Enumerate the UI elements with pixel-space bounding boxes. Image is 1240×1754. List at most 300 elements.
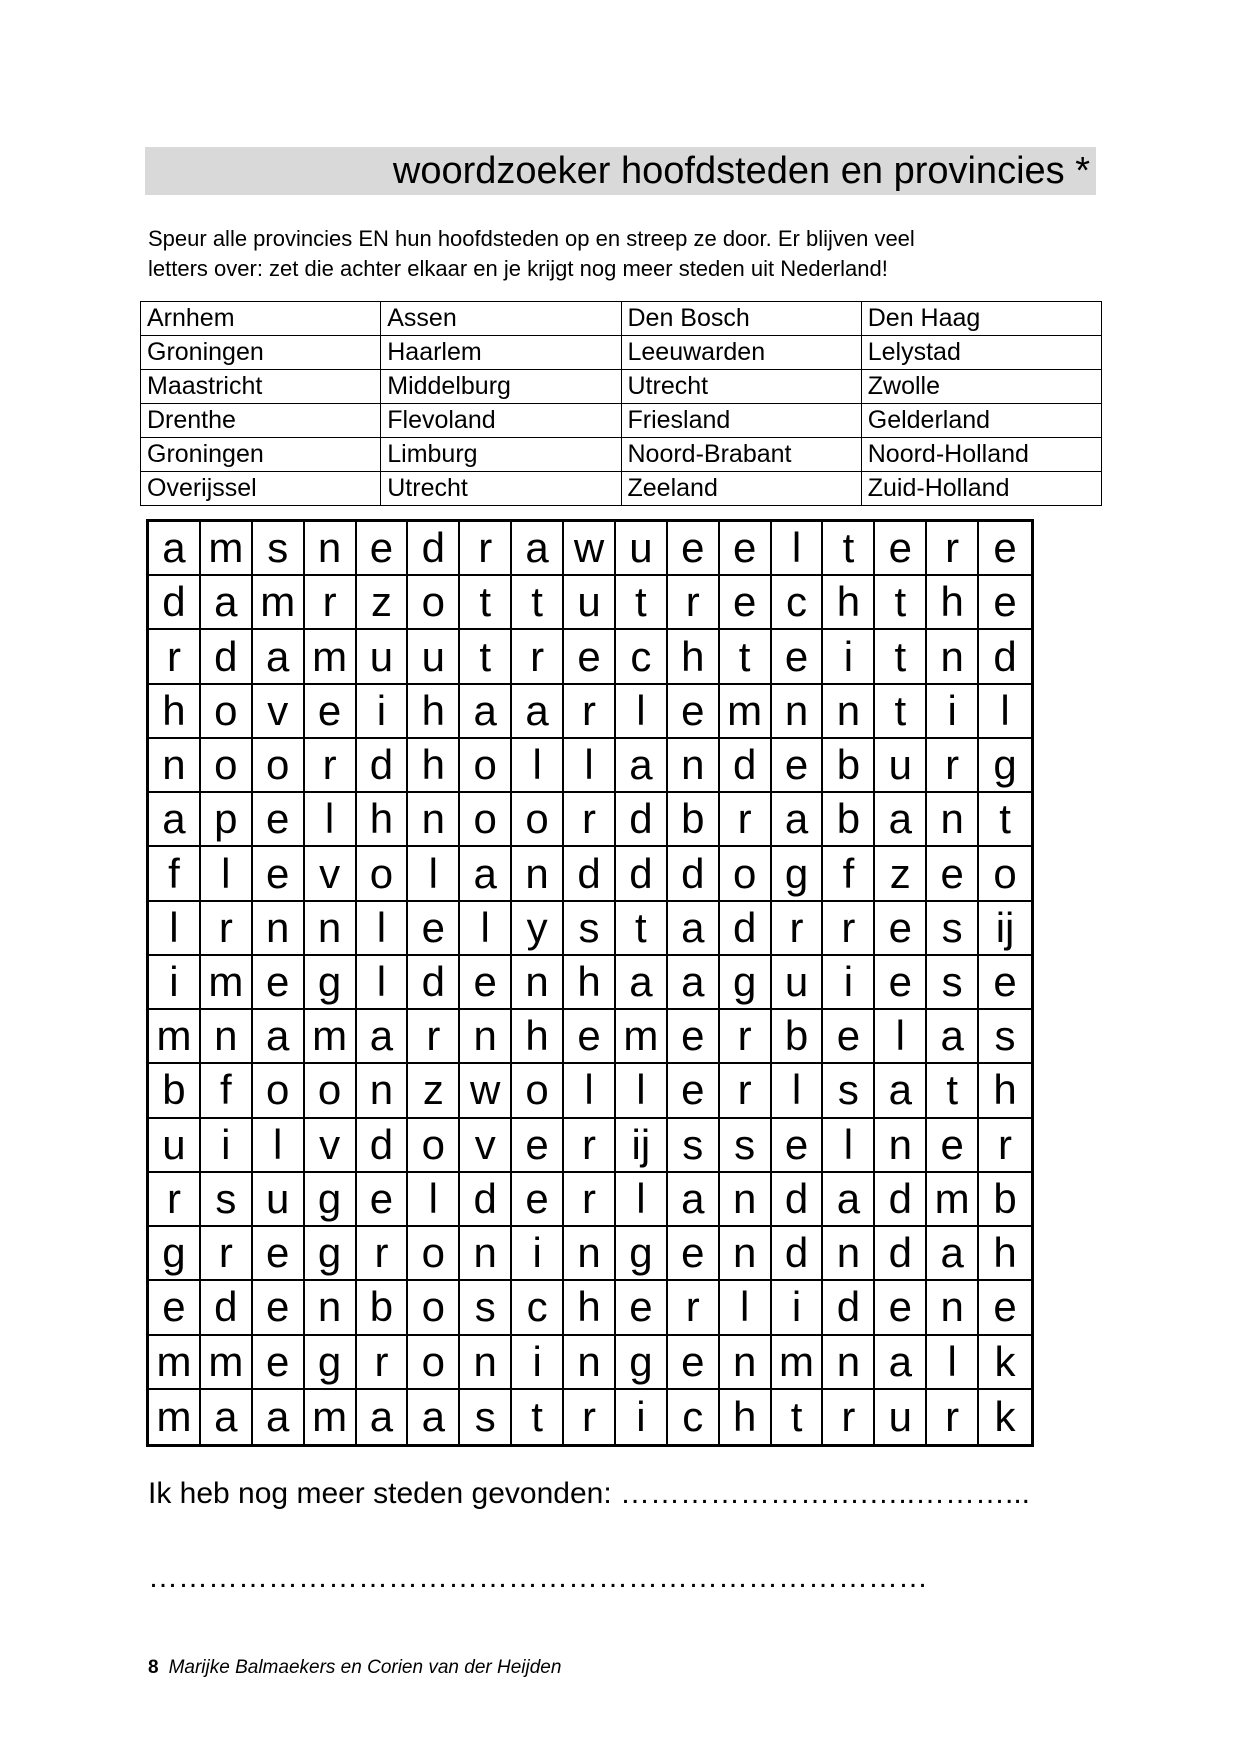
grid-letter-cell: u xyxy=(253,1173,305,1227)
grid-letter-cell: s xyxy=(253,522,305,576)
grid-letter-cell: r xyxy=(823,902,875,956)
grid-letter-cell: b xyxy=(823,739,875,793)
grid-letter-cell: r xyxy=(201,1227,253,1281)
grid-letter-cell: e xyxy=(772,739,824,793)
grid-letter-cell: d xyxy=(564,847,616,901)
grid-letter-cell: d xyxy=(772,1173,824,1227)
grid-letter-cell: l xyxy=(460,902,512,956)
grid-letter-cell: s xyxy=(927,902,979,956)
grid-letter-cell: l xyxy=(823,1119,875,1173)
grid-letter-cell: n xyxy=(408,793,460,847)
grid-letter-cell: l xyxy=(408,1173,460,1227)
grid-letter-cell: n xyxy=(253,902,305,956)
letter-grid xyxy=(146,519,1034,1447)
grid-letter-cell: e xyxy=(253,956,305,1010)
grid-letter-cell: f xyxy=(201,1064,253,1118)
grid-letter-cell: b xyxy=(823,793,875,847)
grid-letter-cell: t xyxy=(460,576,512,630)
grid-letter-cell: b xyxy=(772,1010,824,1064)
grid-letter-cell: o xyxy=(305,1064,357,1118)
grid-letter-cell: l xyxy=(616,1173,668,1227)
grid-letter-cell: d xyxy=(668,847,720,901)
grid-letter-cell: a xyxy=(149,793,201,847)
grid-letter-cell: n xyxy=(720,1227,772,1281)
grid-letter-cell: a xyxy=(253,1010,305,1064)
grid-letter-cell: a xyxy=(616,956,668,1010)
grid-letter-cell: a xyxy=(772,793,824,847)
grid-letter-cell: d xyxy=(616,847,668,901)
grid-letter-cell: u xyxy=(875,739,927,793)
grid-letter-cell: s xyxy=(564,902,616,956)
grid-letter-cell: d xyxy=(616,793,668,847)
grid-letter-cell: n xyxy=(720,1173,772,1227)
grid-letter-cell: t xyxy=(616,902,668,956)
grid-letter-cell: e xyxy=(564,630,616,684)
word-table-cell: Zeeland xyxy=(621,472,861,506)
grid-letter-cell: u xyxy=(149,1119,201,1173)
word-table-row xyxy=(141,336,1102,370)
grid-letter-cell: r xyxy=(979,1119,1031,1173)
grid-letter-cell: l xyxy=(149,902,201,956)
grid-letter-cell: n xyxy=(460,1010,512,1064)
grid-letter-cell: h xyxy=(668,630,720,684)
grid-letter-cell: a xyxy=(460,685,512,739)
instructions xyxy=(148,224,1108,284)
grid-letter-cell: g xyxy=(720,956,772,1010)
grid-letter-cell: r xyxy=(512,630,564,684)
grid-letter-cell: n xyxy=(149,739,201,793)
grid-letter-cell: t xyxy=(823,522,875,576)
grid-letter-cell: e xyxy=(253,1336,305,1390)
grid-letter-cell: e xyxy=(875,1281,927,1335)
word-table-cell: Maastricht xyxy=(141,370,381,404)
grid-letter-cell: t xyxy=(512,1390,564,1444)
grid-letter-cell: c xyxy=(772,576,824,630)
grid-letter-cell: ij xyxy=(616,1119,668,1173)
grid-letter-cell: r xyxy=(927,1390,979,1444)
grid-letter-cell: l xyxy=(979,685,1031,739)
grid-letter-cell: r xyxy=(564,1119,616,1173)
grid-letter-cell: a xyxy=(512,685,564,739)
word-table-cell: Middelburg xyxy=(381,370,621,404)
grid-letter-cell: r xyxy=(927,739,979,793)
grid-letter-cell: i xyxy=(512,1336,564,1390)
grid-letter-cell: u xyxy=(357,630,409,684)
grid-letter-cell: o xyxy=(720,847,772,901)
word-table-row xyxy=(141,404,1102,438)
grid-letter-cell: e xyxy=(668,1010,720,1064)
word-table-cell: Noord-Brabant xyxy=(621,438,861,472)
grid-letter-cell: e xyxy=(772,630,824,684)
grid-letter-cell: t xyxy=(927,1064,979,1118)
grid-letter-cell: m xyxy=(927,1173,979,1227)
grid-letter-cell: u xyxy=(616,522,668,576)
word-table-cell: Overijssel xyxy=(141,472,381,506)
grid-letter-cell: n xyxy=(305,902,357,956)
grid-letter-cell: o xyxy=(460,793,512,847)
grid-letter-cell: n xyxy=(668,739,720,793)
grid-letter-cell: n xyxy=(305,522,357,576)
word-table-cell: Arnhem xyxy=(141,302,381,336)
grid-letter-cell: i xyxy=(616,1390,668,1444)
grid-letter-cell: e xyxy=(875,956,927,1010)
grid-letter-cell: r xyxy=(720,1064,772,1118)
grid-letter-cell: e xyxy=(512,1173,564,1227)
grid-letter-cell: h xyxy=(408,685,460,739)
grid-letter-cell: o xyxy=(512,1064,564,1118)
grid-letter-cell: o xyxy=(408,1336,460,1390)
grid-letter-cell: n xyxy=(512,847,564,901)
grid-letter-cell: v xyxy=(253,685,305,739)
grid-letter-cell: n xyxy=(927,1281,979,1335)
grid-letter-cell: i xyxy=(823,630,875,684)
grid-letter-cell: e xyxy=(616,1281,668,1335)
grid-letter-cell: r xyxy=(305,739,357,793)
word-table-cell: Assen xyxy=(381,302,621,336)
grid-letter-cell: e xyxy=(357,1173,409,1227)
word-table-cell: Limburg xyxy=(381,438,621,472)
grid-letter-cell: v xyxy=(460,1119,512,1173)
grid-letter-cell: v xyxy=(305,1119,357,1173)
grid-letter-cell: e xyxy=(979,1281,1031,1335)
grid-letter-cell: o xyxy=(253,1064,305,1118)
grid-letter-cell: e xyxy=(668,1064,720,1118)
grid-letter-cell: l xyxy=(201,847,253,901)
grid-letter-cell: m xyxy=(201,522,253,576)
grid-letter-cell: a xyxy=(927,1227,979,1281)
grid-letter-cell: n xyxy=(201,1010,253,1064)
word-table-cell: Groningen xyxy=(141,336,381,370)
grid-letter-cell: n xyxy=(823,685,875,739)
grid-letter-cell: r xyxy=(357,1227,409,1281)
word-table-row xyxy=(141,438,1102,472)
grid-letter-cell: z xyxy=(408,1064,460,1118)
grid-letter-cell: e xyxy=(253,793,305,847)
grid-letter-cell: n xyxy=(460,1227,512,1281)
grid-letter-cell: h xyxy=(720,1390,772,1444)
grid-letter-cell: m xyxy=(616,1010,668,1064)
grid-letter-cell: l xyxy=(875,1010,927,1064)
grid-letter-cell: a xyxy=(512,522,564,576)
grid-letter-cell: m xyxy=(772,1336,824,1390)
grid-letter-cell: r xyxy=(408,1010,460,1064)
grid-letter-cell: u xyxy=(564,576,616,630)
grid-letter-cell: s xyxy=(460,1390,512,1444)
grid-letter-cell: m xyxy=(149,1010,201,1064)
grid-letter-cell: s xyxy=(979,1010,1031,1064)
grid-letter-cell: n xyxy=(823,1227,875,1281)
grid-letter-cell: s xyxy=(201,1173,253,1227)
grid-letter-cell: f xyxy=(823,847,875,901)
grid-letter-cell: n xyxy=(564,1336,616,1390)
grid-letter-cell: d xyxy=(149,576,201,630)
grid-letter-cell: l xyxy=(253,1119,305,1173)
grid-letter-cell: o xyxy=(201,739,253,793)
grid-letter-cell: n xyxy=(927,793,979,847)
grid-letter-cell: y xyxy=(512,902,564,956)
grid-letter-cell: e xyxy=(460,956,512,1010)
grid-letter-cell: e xyxy=(357,522,409,576)
grid-letter-cell: c xyxy=(668,1390,720,1444)
grid-letter-cell: o xyxy=(408,1227,460,1281)
grid-letter-cell: m xyxy=(201,1336,253,1390)
grid-letter-cell: o xyxy=(357,847,409,901)
grid-letter-cell: e xyxy=(564,1010,616,1064)
grid-letter-cell: m xyxy=(201,956,253,1010)
grid-letter-cell: s xyxy=(720,1119,772,1173)
grid-letter-cell: g xyxy=(616,1336,668,1390)
grid-letter-cell: g xyxy=(772,847,824,901)
grid-letter-cell: z xyxy=(357,576,409,630)
grid-letter-cell: r xyxy=(823,1390,875,1444)
word-table-cell: Den Haag xyxy=(861,302,1101,336)
grid-letter-cell: m xyxy=(720,685,772,739)
grid-letter-cell: e xyxy=(253,1227,305,1281)
grid-letter-cell: d xyxy=(408,522,460,576)
grid-letter-cell: i xyxy=(149,956,201,1010)
grid-letter-cell: e xyxy=(512,1119,564,1173)
word-table-cell: Utrecht xyxy=(381,472,621,506)
grid-letter-cell: a xyxy=(875,1336,927,1390)
grid-letter-cell: w xyxy=(460,1064,512,1118)
grid-letter-cell: a xyxy=(253,1390,305,1444)
page-number: 8 xyxy=(148,1657,159,1678)
grid-letter-cell: b xyxy=(979,1173,1031,1227)
grid-letter-cell: e xyxy=(979,522,1031,576)
grid-letter-cell: r xyxy=(668,1281,720,1335)
grid-letter-cell: i xyxy=(512,1227,564,1281)
grid-letter-cell: n xyxy=(460,1336,512,1390)
grid-letter-cell: g xyxy=(305,1227,357,1281)
word-table-cell: Leeuwarden xyxy=(621,336,861,370)
grid-letter-cell: e xyxy=(668,1227,720,1281)
grid-letter-cell: n xyxy=(823,1336,875,1390)
grid-letter-cell: e xyxy=(979,956,1031,1010)
grid-letter-cell: i xyxy=(772,1281,824,1335)
grid-letter-cell: a xyxy=(668,902,720,956)
grid-letter-cell: l xyxy=(927,1336,979,1390)
grid-letter-cell: d xyxy=(201,630,253,684)
word-table-row xyxy=(141,302,1102,336)
grid-letter-cell: h xyxy=(149,685,201,739)
grid-letter-cell: t xyxy=(772,1390,824,1444)
grid-letter-cell: l xyxy=(408,847,460,901)
grid-letter-cell: r xyxy=(201,902,253,956)
grid-letter-cell: l xyxy=(616,685,668,739)
grid-letter-cell: d xyxy=(772,1227,824,1281)
grid-letter-cell: l xyxy=(772,522,824,576)
grid-letter-cell: i xyxy=(201,1119,253,1173)
grid-letter-cell: t xyxy=(979,793,1031,847)
grid-letter-cell: h xyxy=(927,576,979,630)
grid-letter-cell: r xyxy=(564,793,616,847)
footer-authors: Marijke Balmaekers en Corien van der Heijden xyxy=(168,1657,562,1678)
grid-letter-cell: u xyxy=(772,956,824,1010)
word-table-cell: Haarlem xyxy=(381,336,621,370)
grid-letter-cell: d xyxy=(823,1281,875,1335)
word-table-cell: Zuid-Holland xyxy=(861,472,1101,506)
word-table-cell: Zwolle xyxy=(861,370,1101,404)
grid-letter-cell: d xyxy=(460,1173,512,1227)
word-table-cell: Drenthe xyxy=(141,404,381,438)
grid-letter-cell: d xyxy=(357,739,409,793)
word-table-cell: Gelderland xyxy=(861,404,1101,438)
instructions-line-1: Speur alle provincies EN hun hoofdsteden op en streep ze door. Er blijven veel xyxy=(148,226,915,251)
grid-letter-cell: a xyxy=(408,1390,460,1444)
grid-letter-cell: r xyxy=(564,1390,616,1444)
grid-letter-cell: e xyxy=(772,1119,824,1173)
grid-letter-cell: p xyxy=(201,793,253,847)
grid-letter-cell: o xyxy=(460,739,512,793)
grid-letter-cell: d xyxy=(875,1227,927,1281)
grid-letter-cell: m xyxy=(149,1390,201,1444)
grid-letter-cell: t xyxy=(875,576,927,630)
grid-letter-cell: e xyxy=(823,1010,875,1064)
grid-letter-cell: e xyxy=(875,522,927,576)
grid-letter-cell: h xyxy=(357,793,409,847)
grid-letter-cell: e xyxy=(927,847,979,901)
grid-letter-cell: e xyxy=(668,1336,720,1390)
grid-letter-cell: r xyxy=(564,685,616,739)
grid-letter-cell: a xyxy=(875,1064,927,1118)
grid-letter-cell: e xyxy=(979,576,1031,630)
grid-letter-cell: r xyxy=(720,793,772,847)
grid-letter-cell: h xyxy=(564,956,616,1010)
grid-letter-cell: e xyxy=(927,1119,979,1173)
grid-letter-cell: n xyxy=(564,1227,616,1281)
grid-letter-cell: s xyxy=(668,1119,720,1173)
grid-letter-cell: l xyxy=(512,739,564,793)
grid-letter-cell: u xyxy=(408,630,460,684)
grid-letter-cell: g xyxy=(979,739,1031,793)
grid-letter-cell: k xyxy=(994,1392,1016,1440)
grid-letter-cell: a xyxy=(201,576,253,630)
grid-letter-cell: n xyxy=(875,1119,927,1173)
grid-letter-cell: e xyxy=(253,847,305,901)
grid-letter-cell: a xyxy=(149,522,201,576)
grid-letter-cell: b xyxy=(149,1064,201,1118)
grid-letter-cell: i xyxy=(357,685,409,739)
grid-letter-cell: c xyxy=(616,630,668,684)
grid-letter-cell: r xyxy=(668,576,720,630)
grid-letter-cell: e xyxy=(408,902,460,956)
word-table-cell: Friesland xyxy=(621,404,861,438)
grid-letter-cell: r xyxy=(305,576,357,630)
grid-letter-cell: m xyxy=(305,1390,357,1444)
grid-letter-cell: m xyxy=(305,630,357,684)
grid-letter-cell: b xyxy=(357,1281,409,1335)
grid-letter-cell: c xyxy=(512,1281,564,1335)
grid-letter-cell: o xyxy=(512,793,564,847)
grid-letter-cell: r xyxy=(564,1173,616,1227)
grid-letter-cell: e xyxy=(720,522,772,576)
grid-letter-cell: t xyxy=(616,576,668,630)
word-table-cell: Noord-Holland xyxy=(861,438,1101,472)
page-title: woordzoeker hoofdsteden en provincies * xyxy=(145,147,1096,195)
instructions-line-2: letters over: zet die achter elkaar en je krijgt nog meer steden uit Nederland! xyxy=(148,256,888,281)
grid-letter-cell: d xyxy=(720,739,772,793)
grid-letter-cell: e xyxy=(149,1281,201,1335)
grid-letter-cell: r xyxy=(357,1336,409,1390)
grid-letter-cell: o xyxy=(408,576,460,630)
grid-letter-cell: w xyxy=(564,522,616,576)
grid-letter-cell: h xyxy=(979,1064,1031,1118)
grid-letter-cell: e xyxy=(253,1281,305,1335)
grid-letter-cell: g xyxy=(149,1227,201,1281)
grid-letter-cell: h xyxy=(408,739,460,793)
grid-letter-cell: s xyxy=(823,1064,875,1118)
grid-letter-cell: h xyxy=(564,1281,616,1335)
grid-letter-cell: n xyxy=(927,630,979,684)
grid-letter-cell: r xyxy=(772,902,824,956)
grid-letter-cell: o xyxy=(201,685,253,739)
grid-letter-cell: a xyxy=(875,793,927,847)
grid-letter-cell: l xyxy=(357,956,409,1010)
grid-letter-cell: t xyxy=(875,685,927,739)
word-list-table xyxy=(140,301,1102,506)
grid-letter-cell: a xyxy=(668,956,720,1010)
grid-letter-cell: n xyxy=(720,1336,772,1390)
grid-letter-cell: d xyxy=(875,1173,927,1227)
grid-letter-cell: t xyxy=(720,630,772,684)
word-table-cell: Den Bosch xyxy=(621,302,861,336)
grid-letter-cell: b xyxy=(668,793,720,847)
grid-letter-cell: d xyxy=(201,1281,253,1335)
word-table-cell: Groningen xyxy=(141,438,381,472)
grid-letter-cell: a xyxy=(253,630,305,684)
grid-letter-cell: n xyxy=(305,1281,357,1335)
grid-letter-cell: z xyxy=(875,847,927,901)
grid-letter-cell: r xyxy=(927,522,979,576)
found-more-cities-line: Ik heb nog meer steden gevonden: …………………….…..………... xyxy=(148,1477,1031,1510)
grid-letter-cell: s xyxy=(927,956,979,1010)
grid-letter-cell: h xyxy=(512,1010,564,1064)
grid-letter-cell: t xyxy=(875,630,927,684)
grid-letter-cell: l xyxy=(772,1064,824,1118)
grid-letter-cell: l xyxy=(357,902,409,956)
grid-letter-cell: a xyxy=(460,847,512,901)
grid-letter-cell: e xyxy=(305,685,357,739)
grid-letter-cell: l xyxy=(616,1064,668,1118)
grid-letter-cell: ij xyxy=(979,902,1031,956)
grid-letter-cell: h xyxy=(823,576,875,630)
grid-letter-cell: d xyxy=(408,956,460,1010)
grid-letter-cell: t xyxy=(512,576,564,630)
grid-letter-cell: m xyxy=(305,1010,357,1064)
grid-letter-cell: o xyxy=(408,1119,460,1173)
grid-letter-cell: d xyxy=(357,1119,409,1173)
grid-letter-cell: i xyxy=(927,685,979,739)
grid-letter-cell: v xyxy=(305,847,357,901)
grid-letter-cell: l xyxy=(564,1064,616,1118)
grid-letter-cell: o xyxy=(253,739,305,793)
word-table-row xyxy=(141,370,1102,404)
word-table-cell: Utrecht xyxy=(621,370,861,404)
grid-letter-cell: o xyxy=(979,847,1031,901)
grid-letter-cell: a xyxy=(927,1010,979,1064)
grid-letter-cell: g xyxy=(616,1227,668,1281)
grid-letter-cell: i xyxy=(823,956,875,1010)
grid-letter-cell: g xyxy=(305,1173,357,1227)
grid-letter-cell: a xyxy=(357,1390,409,1444)
grid-letter-cell: f xyxy=(149,847,201,901)
grid-letter-cell: n xyxy=(772,685,824,739)
grid-letter-cell: r xyxy=(149,1173,201,1227)
grid-letter-cell: k xyxy=(979,1336,1031,1390)
grid-letter-cell: s xyxy=(460,1281,512,1335)
grid-letter-cell: e xyxy=(668,685,720,739)
grid-letter-cell: o xyxy=(408,1281,460,1335)
